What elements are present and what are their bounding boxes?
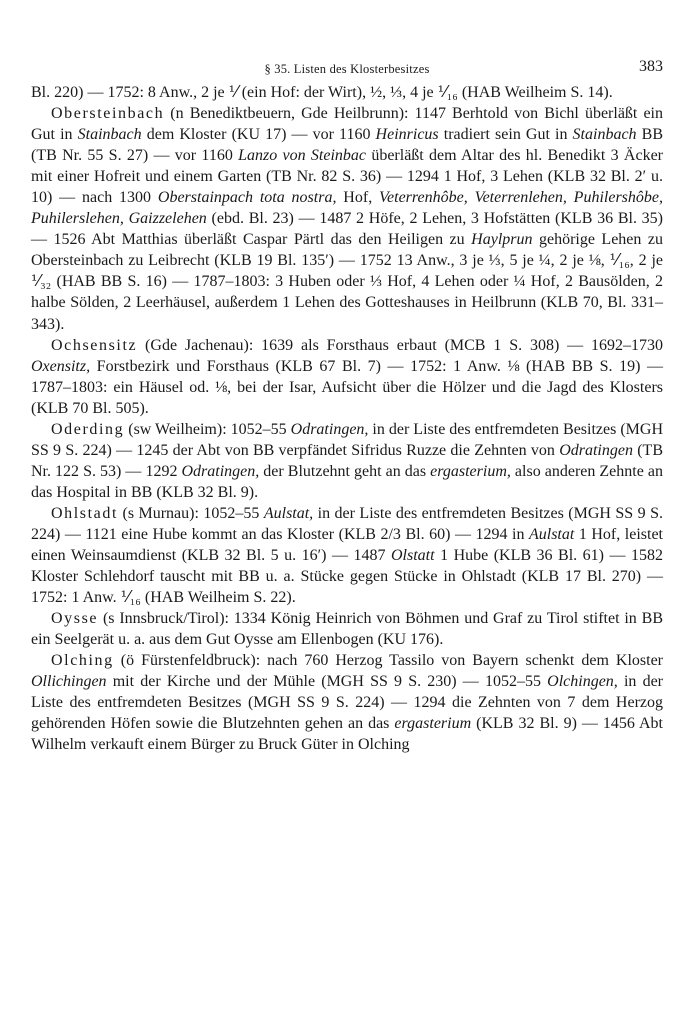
entry-text: 1 Hof, leistet einen Weinsaumdienst (KLB 32 Bl. 5 u. 16′) — 1487	[31, 525, 663, 565]
page-number: 383	[639, 58, 663, 75]
italic-term: Lanzo von Steinbac	[238, 147, 367, 165]
entry-text: (sw Weilheim): 1052–55	[124, 420, 291, 438]
entry-headword: Oderding	[51, 420, 125, 438]
entry-text: (Gde Jachenau): 1639 als Forsthaus erbaut (MCB 1 S. 308) — 1692–1730	[137, 336, 663, 354]
entry-text: der Blutzehnt geht an das	[259, 462, 431, 480]
entry-headword: Oysse	[51, 610, 99, 628]
book-page	[31, 52, 663, 756]
entry-text: (ö Fürstenfeldbruck): nach 760 Herzog Tassilo von Bayern schenkt dem Kloster	[113, 652, 663, 670]
entry-headword: Obersteinbach	[51, 105, 165, 123]
entry-text: mit der Kirche und der Mühle (MGH SS 9 S. 230) — 1052–55	[106, 673, 548, 691]
entry-text: tradiert sein Gut in	[438, 126, 573, 144]
italic-term: Olstatt	[391, 547, 435, 565]
italic-term: Veterrenhôbe, Veterrenlehen, Puhilershôbe, Puhilerslehen, Gaizzelehen	[31, 189, 663, 228]
italic-term: Aulstat	[528, 525, 575, 543]
entry-text: Hof,	[336, 189, 380, 207]
entry-text: in der Liste des entfremdeten Besitzes (MGH SS 9 S. 224) — 1245 der Abt von BB verpfändet Sifridus Ruzze die Zehnten von	[31, 420, 663, 459]
entry-ochsensitz	[31, 335, 663, 419]
entry-text: (TB Nr. 122 S. 53) — 1292	[31, 441, 664, 480]
entry-text: (s Murnau): 1052–55	[118, 504, 264, 522]
entry-text: (s Innsbruck/Tirol): 1334 König Heinrich von Böhmen und Graf zu Tirol stiftet in BB ein Seelgerät u. a. aus dem Gut Oysse am Ellenbogen (KU 176).	[31, 610, 663, 649]
entry-headword: Ohlstadt	[51, 504, 119, 522]
italic-term: Ollichingen	[31, 673, 107, 691]
entry-text: in der Liste des entfremdeten Besitzes (MGH SS 9 S. 224) — 1294 die Zehnten von 7 dem Herzog gehörenden Höfen sowie die Blutzehnten gehen an das	[31, 673, 664, 733]
italic-term: Aulstat,	[263, 504, 314, 522]
entry-text: (n Benediktbeuern, Gde Heilbrunn): 1147 Berhtold von Bichl überläßt ein Gut in	[31, 105, 663, 144]
italic-term: Odratingen	[559, 441, 633, 459]
italic-term: ergasterium,	[430, 462, 511, 480]
entry-text: also anderen Zehnte an das Hospital in BB (KLB 32 Bl. 9).	[31, 462, 663, 501]
entry-headword: Ochsensitz	[51, 336, 138, 354]
entry-text: überläßt dem Altar des hl. Benedikt 3 Äcker mit einer Hofreit und einem Garten (TB Nr. 82 S. 36) — 1294 1 Hof, 3 Lehen (KLB 32 Bl. 2′ u. 10) — nach 1300	[31, 147, 663, 207]
page-header	[31, 52, 663, 82]
entry-oderding	[31, 419, 663, 503]
entry-text: in der Liste des entfremdeten Besitzes (MGH SS 9 S. 224) — 1121 eine Hube kommt an das Kloster (KLB 2/3 Bl. 60) — 1294 in	[31, 504, 664, 543]
entry-ohlstadt	[31, 503, 663, 608]
page-body	[31, 82, 663, 756]
italic-term: Stainbach	[77, 126, 142, 144]
italic-term: Odratingen,	[181, 462, 260, 480]
entry-text: (KLB 32 Bl. 9) — 1456 Abt Wilhelm verkauft einem Bürger zu Bruck Güter in Olching	[31, 715, 664, 754]
entry-text: (ebd. Bl. 23) — 1487 2 Höfe, 2 Lehen, 3 Hofstätten (KLB 36 Bl. 35) — 1526 Abt Matthias überläßt Caspar Pärtl das den Heiligen zu	[31, 210, 663, 249]
italic-term: Oxensitz,	[31, 357, 91, 375]
italic-term: Haylprun	[471, 231, 533, 249]
entry-olching	[31, 650, 663, 755]
italic-term: ergasterium	[394, 715, 472, 733]
running-title: § 35. Listen des Klosterbesitzes	[264, 62, 430, 76]
entry-text: Forstbezirk und Forsthaus (KLB 67 Bl. 7) — 1752: 1 Anw. ⅛ (HAB BB S. 19) — 1787–1803: ein Häusel od. ⅛, bei der Isar, Aufsicht über die Hölzer und die Jagd des Klosters (KLB 70 Bl. 505).	[31, 357, 663, 417]
italic-term: Odratingen,	[290, 420, 369, 438]
entry-text: Bl. 220) — 1752: 8 Anw., 2 je ⅟ (ein Hof: der Wirt), ½, ⅓, 4 je ⅟₁₆ (HAB Weilheim S. 14).	[31, 84, 613, 101]
entry-obersteinbach	[31, 103, 663, 335]
entry-text: 1 Hube (KLB 36 Bl. 61) — 1582 Kloster Schlehdorf tauscht mit BB u. a. Stücke gegen Stücke in Ohlstadt (KLB 17 Bl. 270) — 1752: 1 Anw. ⅟₁₆ (HAB Weilheim S. 22).	[31, 547, 663, 607]
italic-term: Stainbach	[572, 126, 637, 144]
entry-text: BB (TB Nr. 55 S. 27) — vor 1160	[31, 126, 663, 165]
entry-continuation	[31, 82, 663, 103]
italic-term: Heinricus	[375, 126, 439, 144]
entry-text: dem Kloster (KU 17) — vor 1160	[141, 126, 376, 144]
entry-text: gehörige Lehen zu Obersteinbach zu Leibrecht (KLB 19 Bl. 135′) — 1752 13 Anw., 3 je ⅓, 5 je ¼, 2 je ⅛, ⅟₁₆, 2 je ⅟₃₂ (HAB BB S. 16) — 1787–1803: 3 Huben oder ⅓ Hof, 4 Lehen oder ¼ Hof, 2 Bausölden, 2 halbe Sölden, 2 Leerhäusel, außerdem 1 Lehen des Gotteshauses in Heilbrunn (KLB 70, Bl. 331–343).	[31, 231, 663, 333]
italic-term: Olchingen,	[547, 673, 618, 691]
italic-term: Oberstainpach tota nostra,	[157, 189, 337, 207]
entry-oysse	[31, 608, 663, 650]
entry-headword: Olching	[51, 652, 114, 670]
